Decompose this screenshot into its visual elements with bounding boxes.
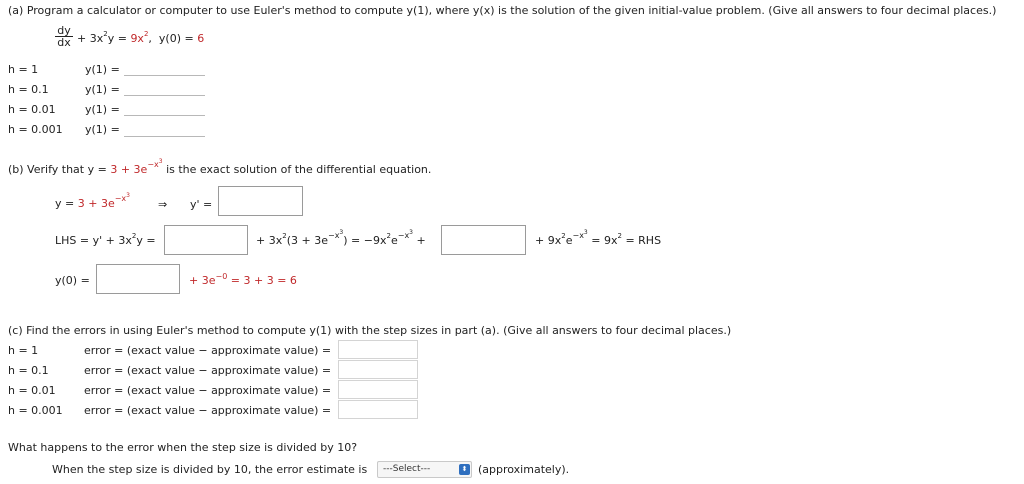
error-answer-prefix: When the step size is divided by 10, the error estimate is: [52, 463, 368, 476]
error-estimate-select[interactable]: [377, 461, 472, 478]
part-c-error-input-3[interactable]: [338, 380, 418, 399]
part-a-answer-2[interactable]: [124, 94, 205, 96]
part-a-answer-3[interactable]: [124, 114, 205, 116]
part-c-error-input-4[interactable]: [338, 400, 418, 419]
ode-equation: + $3x^2y = 9x^2$, y(0) = 6: [77, 30, 205, 45]
y0-label: y(0) =: [55, 274, 90, 287]
ode-frac-den: dx: [55, 36, 73, 48]
rhs-conclusion: + $9x^2e^{-x3} = 9x^2$ = RHS: [535, 229, 662, 247]
part-a-y-label-4: y(1) =: [85, 123, 120, 136]
part-a-answer-1[interactable]: [124, 74, 205, 76]
implies-arrow: ⇒: [158, 198, 168, 211]
lhs-label: LHS = $y' + 3x^2y$ =: [55, 232, 156, 247]
part-c-h-2: h = 0.1: [8, 364, 49, 377]
part-c-error-label-4: error = (exact value − approximate value) =: [84, 404, 332, 417]
part-c-error-input-1[interactable]: [338, 340, 418, 359]
part-a-h-4: h = 0.001: [8, 123, 63, 136]
part-a-y-label-1: y(1) =: [85, 63, 120, 76]
part-a-h-3: h = 0.01: [8, 103, 56, 116]
part-c-error-label-2: error = (exact value − approximate value) =: [84, 364, 332, 377]
part-b-prompt: (b) Verify that $y = 3 + 3e^{-x3}$ is the exact solution of the differential equation.: [8, 158, 432, 176]
part-a-h-1: h = 1: [8, 63, 39, 76]
rhs-term-input[interactable]: [441, 225, 526, 255]
part-c-h-3: h = 0.01: [8, 384, 56, 397]
lhs-input[interactable]: [164, 225, 248, 255]
part-b-solution: $y = 3 + 3e^{-x3}$: [55, 192, 130, 210]
part-a-h-2: h = 0.1: [8, 83, 49, 96]
error-answer-suffix: (approximately).: [478, 463, 570, 476]
part-c-error-label-1: error = (exact value − approximate value) =: [84, 344, 332, 357]
error-question: What happens to the error when the step size is divided by 10?: [8, 441, 358, 454]
yprime-input[interactable]: [218, 186, 303, 216]
part-c-error-label-3: error = (exact value − approximate value) =: [84, 384, 332, 397]
select-chevron-icon: ⬍: [459, 464, 470, 475]
lhs-expansion: + $3x^2(3 + 3e^{-x3}) = -9x^2e^{-x3}$ +: [256, 229, 426, 247]
part-c-error-input-2[interactable]: [338, 360, 418, 379]
part-c-h-4: h = 0.001: [8, 404, 63, 417]
part-c-h-1: h = 1: [8, 344, 39, 357]
part-a-y-label-3: y(1) =: [85, 103, 120, 116]
y0-evaluation: + $3e^{-0} = 3 + 3 = 6$: [189, 272, 297, 287]
part-c-prompt: (c) Find the errors in using Euler's method to compute y(1) with the step sizes in part (a). (Give all answers to four decimal places.): [8, 324, 732, 337]
select-value: ---Select---: [383, 464, 431, 474]
y0-input[interactable]: [96, 264, 180, 294]
ode-frac-num: dy: [57, 24, 71, 37]
part-a-y-label-2: y(1) =: [85, 83, 120, 96]
ode-fraction: [55, 25, 73, 48]
yprime-label: y' =: [190, 198, 213, 211]
part-a-prompt: (a) Program a calculator or computer to use Euler's method to compute y(1), where y(x) is the solution of the given initial-value problem. (Give all answers to four decimal places.): [8, 4, 997, 17]
part-a-answer-4[interactable]: [124, 135, 205, 137]
